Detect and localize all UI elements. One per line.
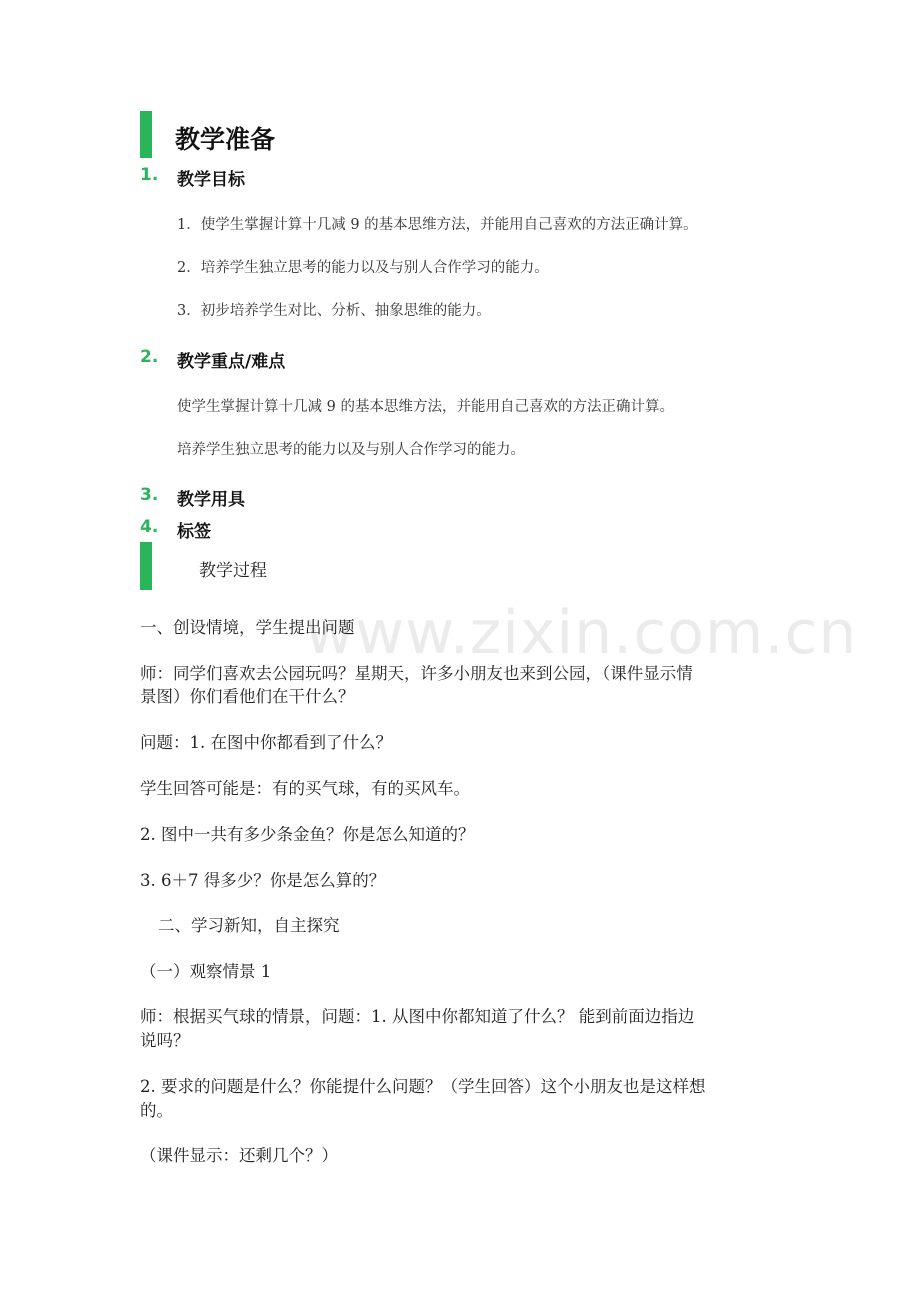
objective-item: 2．培养学生独立思考的能力以及与别人合作学习的能力。 <box>177 260 549 276</box>
paragraph-line: 的。 <box>140 1101 173 1120</box>
paragraph-line: （课件显示：还剩几个？） <box>140 1146 338 1165</box>
paragraph-line: 说吗？ <box>140 1031 190 1050</box>
objective-item: 1．使学生掌握计算十几减 9 的基本思维方法，并能用自己喜欢的方法正确计算。 <box>177 217 698 233</box>
section-heading: 教学重点/难点 <box>177 352 286 372</box>
section-accent-bar <box>140 542 152 590</box>
watermark: www.zixin.com.cn <box>305 598 858 668</box>
section-number: 2. <box>140 347 159 367</box>
paragraph-line: 2. 要求的问题是什么？你能提什么问题？（学生回答）这个小朋友也是这样想 <box>140 1077 706 1096</box>
section-heading: 教学用具 <box>177 490 245 510</box>
paragraph-line: 2. 图中一共有多少条金鱼？你是怎么知道的？ <box>140 825 475 844</box>
key-point-item: 使学生掌握计算十几减 9 的基本思维方法，并能用自己喜欢的方法正确计算。 <box>177 399 674 415</box>
paragraph-line: 景图）你们看他们在干什么？ <box>140 687 355 706</box>
objective-item: 3．初步培养学生对比、分析、抽象思维的能力。 <box>177 303 491 319</box>
section-heading: 标签 <box>177 522 211 542</box>
paragraph-line: 师：同学们喜欢去公园玩吗？星期天，许多小朋友也来到公园，（课件显示情 <box>140 664 693 683</box>
section-number: 1. <box>140 165 159 185</box>
paragraph-line: 问题：1. 在图中你都看到了什么？ <box>140 733 392 752</box>
paragraph-line: 一、创设情境，学生提出问题 <box>140 618 355 637</box>
section-number: 4. <box>140 517 159 537</box>
section-number: 3. <box>140 485 159 505</box>
section-accent-bar <box>140 111 152 158</box>
paragraph-line: 二、学习新知，自主探究 <box>158 916 340 935</box>
paragraph-line: 3. 6＋7 得多少？你是怎么算的？ <box>140 871 386 890</box>
paragraph-line: 学生回答可能是：有的买气球，有的买风车。 <box>140 779 470 798</box>
key-point-item: 培养学生独立思考的能力以及与别人合作学习的能力。 <box>177 442 525 458</box>
process-title: 教学过程 <box>199 561 267 581</box>
page-title: 教学准备 <box>175 125 276 154</box>
paragraph-line: 师：根据买气球的情景，问题：1. 从图中你都知道了什么？ 能到前面边指边 <box>140 1007 695 1026</box>
section-heading: 教学目标 <box>177 170 245 190</box>
paragraph-line: （一）观察情景 1 <box>140 962 272 981</box>
